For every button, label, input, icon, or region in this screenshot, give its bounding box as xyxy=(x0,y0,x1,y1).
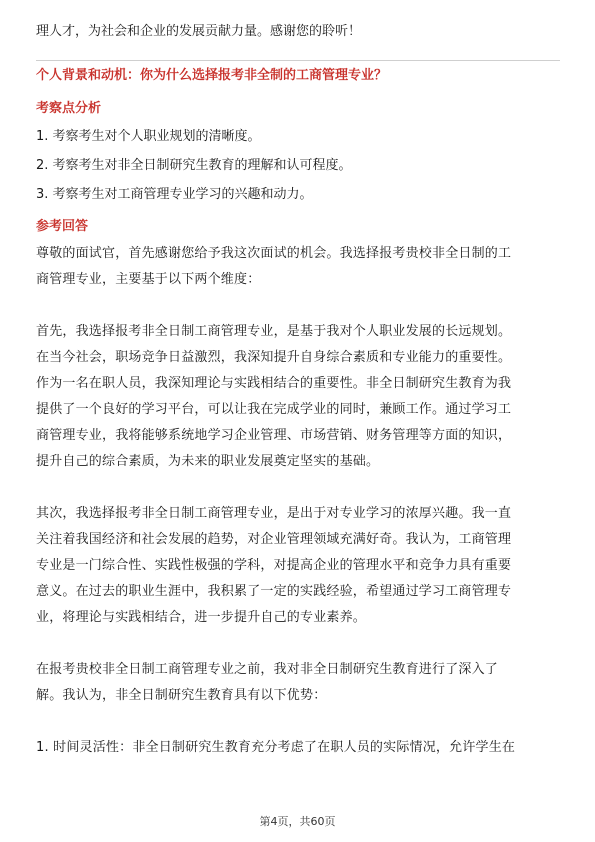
answer-line: 意义。在过去的职业生涯中，我积累了一定的实践经验，希望通过学习工商管理专 xyxy=(36,584,512,599)
paragraph-gap xyxy=(36,709,560,735)
paragraph-gap xyxy=(36,631,560,657)
analysis-list xyxy=(36,122,352,209)
list-item: 3. 考察考生对工商管理专业学习的兴趣和动力。 xyxy=(36,187,313,202)
list-item: 1. 考察考生对个人职业规划的清晰度。 xyxy=(36,129,261,144)
answer-line: 首先，我选择报考非全日制工商管理专业，是基于我对个人职业发展的长远规划。 xyxy=(36,324,512,339)
paragraph-gap xyxy=(36,293,560,319)
answer-line: 作为一名在职人员，我深知理论与实践相结合的重要性。非全日制研究生教育为我 xyxy=(36,376,512,391)
answer-line: 尊敬的面试官，首先感谢您给予我这次面试的机会。我选择报考贵校非全日制的工 xyxy=(36,246,512,261)
section-divider xyxy=(36,60,560,61)
answer-line: 业，将理论与实践相结合，进一步提升自己的专业素养。 xyxy=(36,610,367,625)
answer-line: 商管理专业，我将能够系统地学习企业管理、市场营销、财务管理等方面的知识， xyxy=(36,428,512,443)
answer-line: 在当今社会，职场竞争日益激烈，我深知提升自身综合素质和专业能力的重要性。 xyxy=(36,350,512,365)
answer-body xyxy=(36,241,560,761)
answer-line: 提供了一个良好的学习平台，可以让我在完成学业的同时，兼顾工作。通过学习工 xyxy=(36,402,512,417)
answer-line: 关注着我国经济和社会发展的趋势，对企业管理领域充满好奇。我认为，工商管理 xyxy=(36,532,512,547)
answer-line: 商管理专业，主要基于以下两个维度： xyxy=(36,272,261,287)
page-number: 第4页，共60页 xyxy=(259,815,336,828)
answer-line: 解。我认为，非全日制研究生教育具有以下优势： xyxy=(36,688,327,703)
answer-line: 在报考贵校非全日制工商管理专业之前，我对非全日制研究生教育进行了深入了 xyxy=(36,662,499,677)
list-item: 2. 考察考生对非全日制研究生教育的理解和认可程度。 xyxy=(36,158,352,173)
answer-line: 专业是一门综合性、实践性极强的学科，对提高企业的管理水平和竞争力具有重要 xyxy=(36,558,512,573)
answer-line: 1. 时间灵活性：非全日制研究生教育充分考虑了在职人员的实际情况，允许学生在 xyxy=(36,740,516,755)
paragraph-gap xyxy=(36,475,560,501)
answer-line: 其次，我选择报考非全日制工商管理专业，是出于对专业学习的浓厚兴趣。我一直 xyxy=(36,506,512,521)
answer-line: 提升自己的综合素质，为未来的职业发展奠定坚实的基础。 xyxy=(36,454,380,469)
analysis-heading: 考察点分析 xyxy=(36,101,102,116)
continued-text: 理人才，为社会和企业的发展贡献力量。感谢您的聆听！ xyxy=(36,24,362,39)
answer-heading: 参考回答 xyxy=(36,219,89,234)
question-heading: 个人背景和动机：你为什么选择报考非全制的工商管理专业？ xyxy=(36,68,388,83)
